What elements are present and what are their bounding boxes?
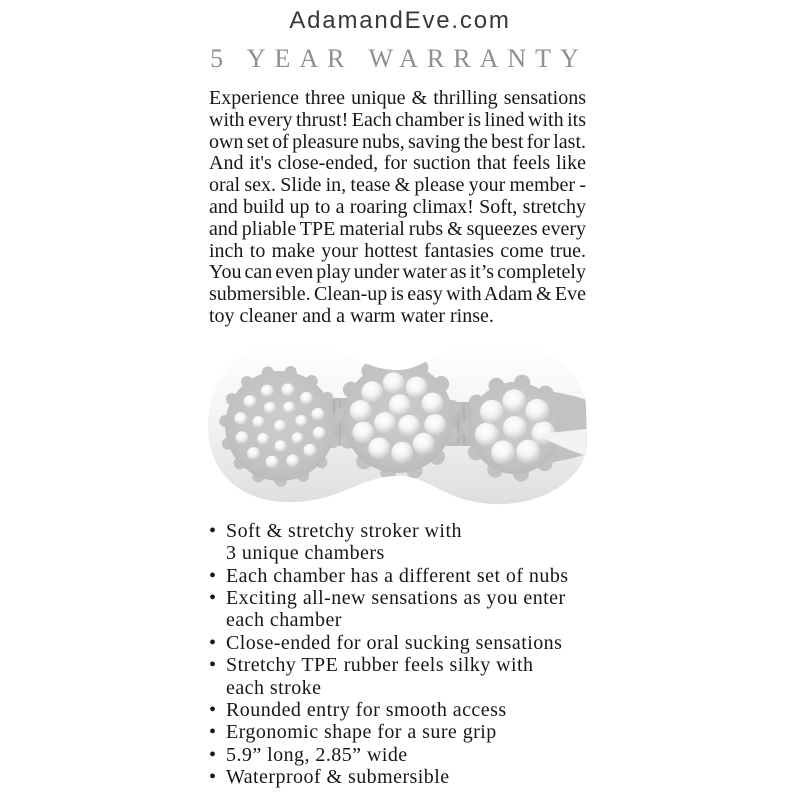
- pleasure-nub: [303, 444, 316, 457]
- pleasure-nub: [236, 431, 249, 444]
- pleasure-nub: [234, 412, 247, 425]
- pleasure-nub: [244, 395, 257, 408]
- pleasure-nub: [274, 420, 286, 432]
- pleasure-nub: [383, 372, 405, 394]
- feature-line: 3 unique chambers: [226, 542, 385, 565]
- product-description: [209, 88, 586, 328]
- bullet-marker: •: [209, 654, 217, 677]
- description-line: You can even play under water as it’s completely: [209, 261, 586, 284]
- feature-item: [209, 766, 593, 788]
- pleasure-nub: [475, 422, 499, 446]
- pleasure-nub: [361, 381, 383, 403]
- bullet-marker: •: [209, 699, 217, 722]
- bullet-marker: •: [209, 631, 217, 654]
- pleasure-nub: [264, 402, 276, 414]
- feature-item: [209, 744, 593, 766]
- pleasure-nub: [491, 440, 515, 464]
- pleasure-nub: [480, 400, 504, 424]
- feature-item: [209, 587, 593, 632]
- pleasure-nub: [281, 383, 294, 396]
- feature-item: [209, 654, 593, 699]
- feature-line: each stroke: [226, 676, 322, 699]
- feature-item: [209, 565, 593, 587]
- chamber-edge-bump: [387, 355, 403, 371]
- feature-line: Ergonomic shape for a sure grip: [226, 721, 497, 744]
- pleasure-nub: [311, 408, 324, 421]
- description-line: And it's close-ended, for suction that feels like: [209, 152, 586, 175]
- pleasure-nub: [503, 416, 527, 440]
- pleasure-nub: [502, 389, 526, 413]
- pleasure-nub: [413, 433, 435, 455]
- description-line: own set of pleasure nubs, saving the best for last.: [209, 130, 586, 153]
- pleasure-nub: [283, 401, 295, 413]
- pleasure-nub: [525, 399, 549, 423]
- bullet-marker: •: [209, 564, 217, 587]
- pleasure-nub: [266, 455, 279, 468]
- pleasure-nub: [247, 447, 260, 460]
- feature-line: Soft & stretchy stroker with: [226, 519, 462, 542]
- pleasure-nub: [374, 412, 396, 434]
- bullet-marker: •: [209, 519, 217, 542]
- description-line: Experience three unique & thrilling sensations: [209, 87, 586, 109]
- pleasure-nub: [368, 437, 390, 459]
- bullet-marker: •: [209, 766, 217, 789]
- bullet-marker: •: [209, 586, 217, 609]
- pleasure-nub: [398, 415, 420, 437]
- description-line: oral sex. Slide in, tease & please your member -: [209, 174, 586, 197]
- pleasure-nub: [391, 441, 413, 463]
- site-title: AdamandEve.com: [289, 7, 511, 34]
- feature-line: each chamber: [226, 609, 342, 632]
- pleasure-nub: [261, 384, 274, 397]
- content: [0, 88, 800, 789]
- pleasure-nub: [292, 432, 304, 444]
- pleasure-nub: [286, 454, 299, 467]
- feature-line: Rounded entry for smooth access: [226, 699, 507, 722]
- feature-item: [209, 632, 593, 654]
- warranty-banner: 5 YEAR WARRANTY: [210, 44, 588, 73]
- pleasure-nub: [300, 392, 313, 405]
- bullet-marker: •: [209, 743, 217, 766]
- pleasure-nub: [422, 392, 444, 414]
- feature-line: 5.9” long, 2.85” wide: [226, 743, 408, 766]
- description-line: submersible. Clean-up is easy with Adam & Eve: [209, 283, 586, 306]
- pleasure-nub: [389, 394, 411, 416]
- pleasure-nub: [295, 415, 307, 427]
- product-illustration: [190, 328, 600, 516]
- feature-list: [209, 520, 593, 789]
- description-line: inch to make your hottest fantasies come true.: [209, 239, 586, 262]
- bullet-marker: •: [209, 721, 217, 744]
- feature-line: Close-ended for oral sucking sensations: [226, 631, 563, 654]
- description-line: and pliable TPE material rubs & squeezes every: [209, 217, 586, 240]
- feature-item: [209, 699, 593, 721]
- description-line: and build up to a roaring climax! Soft, stretchy: [209, 195, 586, 218]
- pleasure-nub: [275, 440, 287, 452]
- feature-line: Exciting all-new sensations as you enter: [226, 586, 566, 609]
- pleasure-nub: [406, 376, 428, 398]
- feature-item: [209, 721, 593, 743]
- feature-line: Waterproof & submersible: [226, 766, 450, 789]
- description-line: toy cleaner and a warm water rinse.: [209, 304, 494, 327]
- pleasure-nub: [424, 414, 446, 436]
- description-line: with every thrust! Each chamber is lined with its: [209, 108, 586, 131]
- pleasure-nub: [516, 440, 540, 464]
- feature-item: [209, 520, 593, 565]
- feature-line: Each chamber has a different set of nubs: [226, 564, 569, 587]
- pleasure-nub: [313, 427, 326, 440]
- pleasure-nub: [252, 416, 264, 428]
- pleasure-nub: [257, 433, 269, 445]
- stroker-cross-section-graphic: [190, 328, 600, 516]
- pleasure-nub: [352, 421, 374, 443]
- pleasure-nub: [350, 400, 372, 422]
- page-header: [0, 0, 800, 74]
- feature-line: Stretchy TPE rubber feels silky with: [226, 654, 534, 677]
